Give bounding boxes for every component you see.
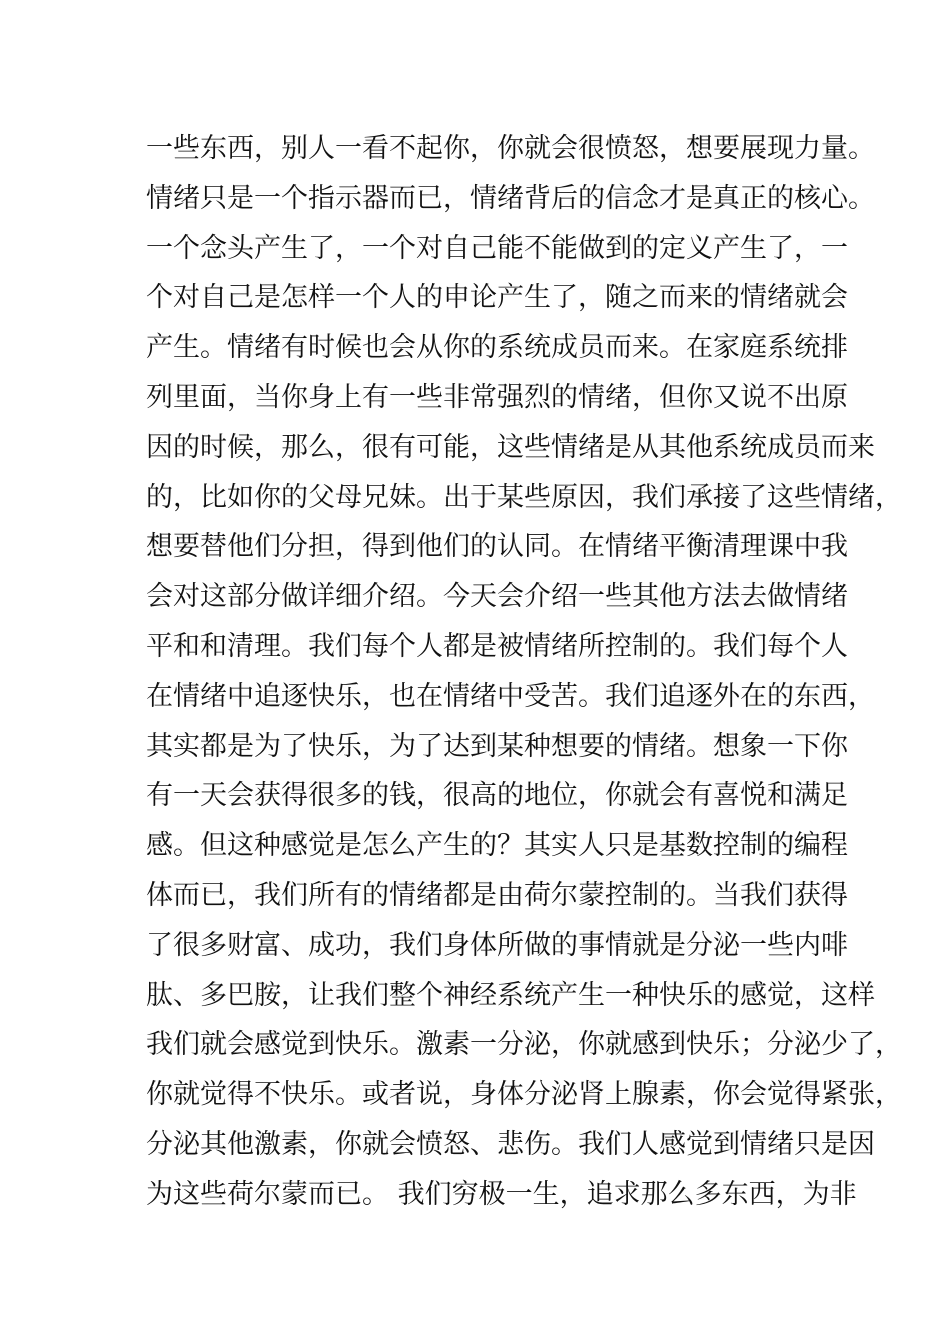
text-line: 一个念头产生了，一个对自己能不能做到的定义产生了，一 (146, 232, 848, 264)
text-line: 平和和清理。我们每个人都是被情绪所控制的。我们每个人 (146, 630, 848, 662)
text-line: 一些东西，别人一看不起你，你就会很愤怒，想要展现力量。 (146, 133, 875, 164)
text-line: 分泌其他激素，你就会愤怒、悲伤。我们人感觉到情绪只是因 (146, 1128, 875, 1160)
text-line: 为这些荷尔蒙而已。 我们穷极一生，追求那么多东西，为非 (146, 1178, 857, 1210)
text-line: 感。但这种感觉是怎么产生的？其实人只是基数控制的编程 (146, 830, 848, 862)
text-line: 想要替他们分担，得到他们的认同。在情绪平衡清理课中我 (146, 531, 848, 563)
text-line: 你就觉得不快乐。或者说，身体分泌肾上腺素，你会觉得紧张， (146, 1079, 902, 1111)
text-line: 因的时候，那么，很有可能，这些情绪是从其他系统成员而来 (146, 431, 875, 463)
text-line: 体而已，我们所有的情绪都是由荷尔蒙控制的。当我们获得 (146, 879, 848, 911)
text-line: 列里面，当你身上有一些非常强烈的情绪，但你又说不出原 (146, 381, 848, 413)
text-line: 个对自己是怎样一个人的申论产生了，随之而来的情绪就会 (146, 282, 848, 314)
body-text (146, 124, 902, 1220)
text-line: 其实都是为了快乐，为了达到某种想要的情绪。想象一下你 (146, 730, 848, 762)
text-line: 了很多财富、成功，我们身体所做的事情就是分泌一些内啡 (146, 929, 848, 961)
text-line: 会对这部分做详细介绍。今天会介绍一些其他方法去做情绪 (146, 581, 848, 613)
text-line: 产生。情绪有时候也会从你的系统成员而来。在家庭系统排 (146, 332, 848, 364)
text-line: 在情绪中追逐快乐，也在情绪中受苦。我们追逐外在的东西， (146, 680, 875, 712)
text-line: 肽、多巴胺，让我们整个神经系统产生一种快乐的感觉，这样 (146, 979, 875, 1011)
text-line: 有一天会获得很多的钱，很高的地位，你就会有喜悦和满足 (146, 780, 848, 812)
text-line: 的，比如你的父母兄妹。出于某些原因，我们承接了这些情绪， (146, 481, 902, 513)
text-line: 情绪只是一个指示器而已，情绪背后的信念才是真正的核心。 (146, 182, 875, 214)
text-line: 我们就会感觉到快乐。激素一分泌，你就感到快乐；分泌少了， (146, 1029, 902, 1061)
